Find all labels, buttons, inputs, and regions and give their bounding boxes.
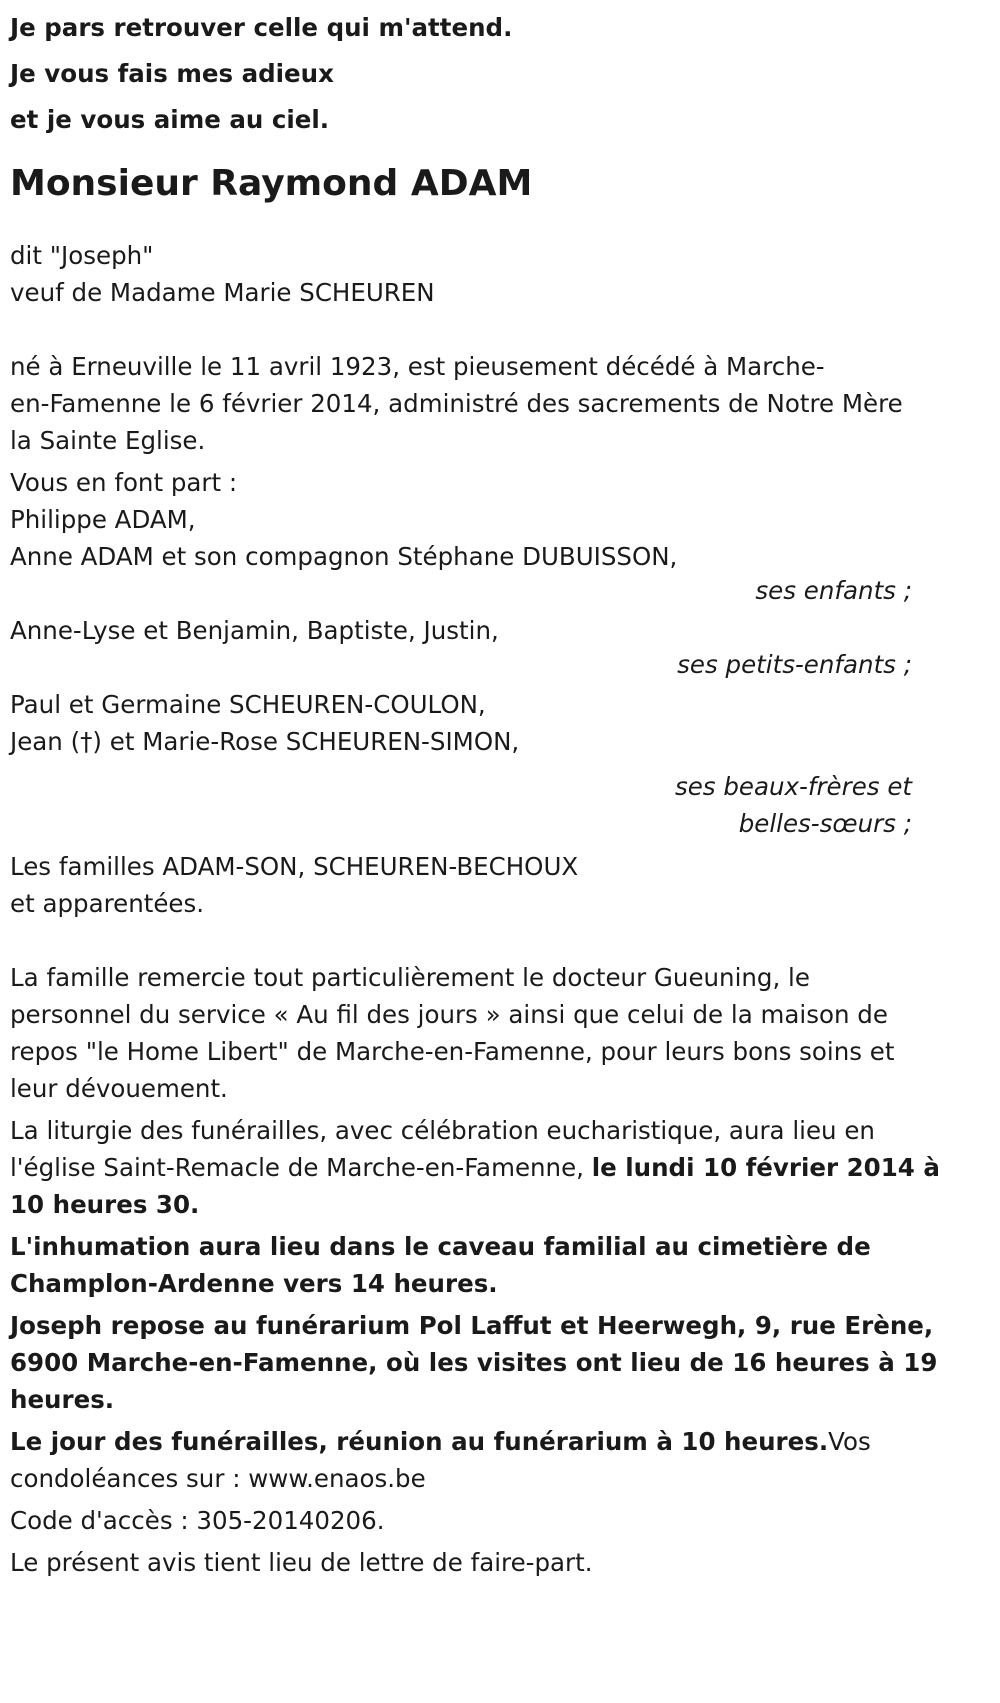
liturgy-line-2 [10, 1149, 940, 1186]
poem-line-2: Je vous fais mes adieux [10, 59, 334, 88]
obituary-notice [10, 0, 940, 1581]
poem [10, 5, 912, 143]
condolences-line: condoléances sur : www.enaos.be [10, 1464, 426, 1493]
poem-line-3: et je vous aime au ciel. [10, 105, 330, 134]
liturgy-line-2-plain: l'église Saint-Remacle de Marche-en-Famenne, [10, 1153, 592, 1182]
children-label: ses enfants ; [755, 576, 912, 605]
birth-death-line-1: né à Erneuville le 11 avril 1923, est pieusement décédé à Marche- [10, 352, 825, 381]
inlaws-label-2: belles-sœurs ; [738, 809, 912, 838]
families-line-1: Les familles ADAM-SON, SCHEUREN-BECHOUX [10, 852, 579, 881]
meeting-info: Le jour des funérailles, réunion au funérarium à 10 heures. [10, 1427, 829, 1456]
grandchildren: Anne-Lyse et Benjamin, Baptiste, Justin, [10, 616, 499, 645]
funeral-home-line-3: heures. [10, 1385, 115, 1414]
inlaw-2: Jean (†) et Marie-Rose SCHEUREN-SIMON, [10, 727, 520, 756]
thanks-line-4: leur dévouement. [10, 1074, 228, 1103]
announcers-intro: Vous en font part : [10, 468, 238, 497]
widower-line: veuf de Madame Marie SCHEUREN [10, 278, 435, 307]
meeting-line-1 [10, 1423, 912, 1460]
birth-death-line-3: la Sainte Eglise. [10, 426, 206, 455]
notice-line: Le présent avis tient lieu de lettre de faire-part. [10, 1548, 593, 1577]
liturgy-time: 10 heures 30. [10, 1190, 200, 1219]
families-line-2: et apparentées. [10, 889, 205, 918]
liturgy-date: le lundi 10 février 2014 à [591, 1153, 940, 1182]
deceased-name: Monsieur Raymond ADAM [10, 163, 533, 204]
thanks-line-3: repos "le Home Libert" de Marche-en-Famenne, pour leurs bons soins et [10, 1037, 895, 1066]
alias: dit "Joseph" [10, 241, 154, 270]
liturgy-line-1: La liturgie des funérailles, avec célébration eucharistique, aura lieu en [10, 1116, 875, 1145]
thanks-line-2: personnel du service « Au fil des jours » ainsi que celui de la maison de [10, 1000, 888, 1029]
funeral-home-line-1: Joseph repose au funérarium Pol Laffut et Heerwegh, 9, rue Erène, [10, 1311, 934, 1340]
inlaws-label-1: ses beaux-frères et [674, 772, 912, 801]
burial-line-1: L'inhumation aura lieu dans le caveau familial au cimetière de [10, 1232, 871, 1261]
child-2: Anne ADAM et son compagnon Stéphane DUBUISSON, [10, 542, 678, 571]
access-code: Code d'accès : 305-20140206. [10, 1506, 385, 1535]
grandchildren-label: ses petits-enfants ; [677, 650, 912, 679]
child-1: Philippe ADAM, [10, 505, 196, 534]
burial-line-2: Champlon-Ardenne vers 14 heures. [10, 1269, 498, 1298]
thanks-line-1: La famille remercie tout particulièrement le docteur Gueuning, le [10, 963, 810, 992]
birth-death-line-2: en-Famenne le 6 février 2014, administré des sacrements de Notre Mère [10, 389, 903, 418]
inlaw-1: Paul et Germaine SCHEUREN-COULON, [10, 690, 486, 719]
meeting-vos: Vos [828, 1427, 871, 1456]
funeral-home-line-2: 6900 Marche-en-Famenne, où les visites ont lieu de 16 heures à 19 [10, 1348, 938, 1377]
poem-line-1: Je pars retrouver celle qui m'attend. [10, 13, 513, 42]
